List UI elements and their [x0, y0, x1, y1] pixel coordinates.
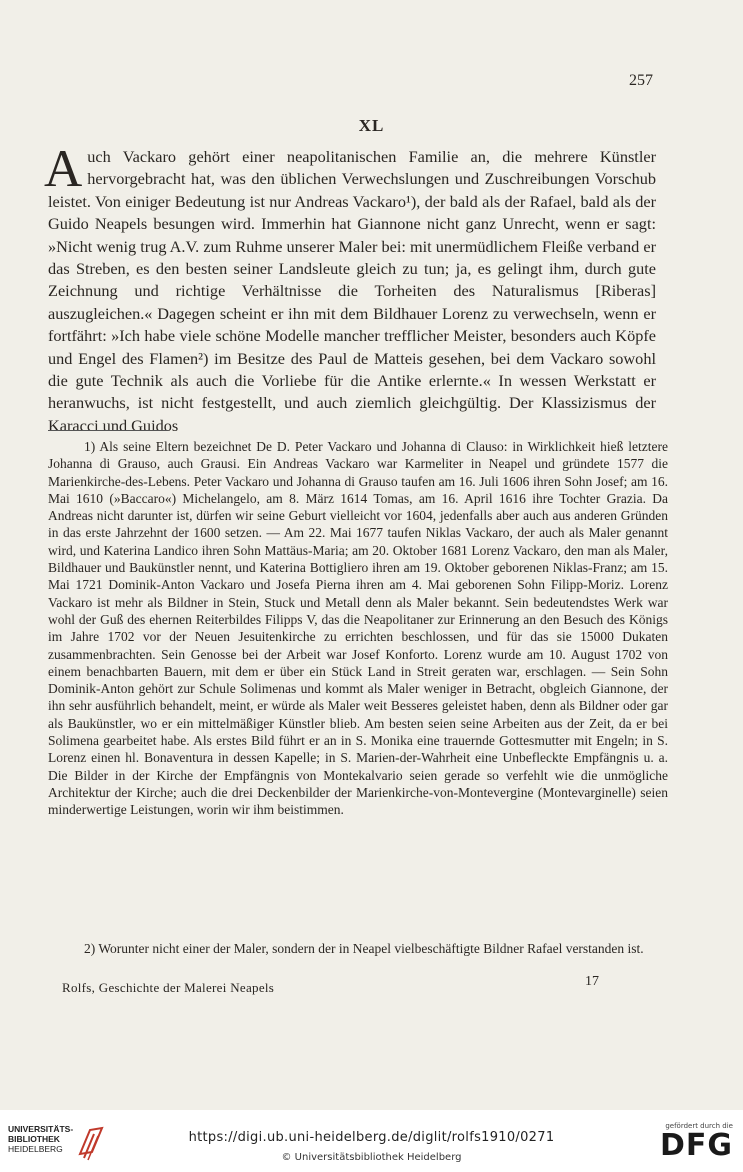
logo-line-3: HEIDELBERG: [8, 1144, 63, 1154]
logo-line-1: UNIVERSITÄTS-: [8, 1124, 74, 1134]
drop-cap: A: [44, 140, 83, 198]
running-footer: Rolfs, Geschichte der Malerei Neapels: [62, 980, 275, 995]
footnote-separator: [48, 430, 168, 431]
dfg-logo: DFG: [659, 1128, 733, 1163]
dfg-sponsor[interactable]: [647, 1122, 733, 1161]
page-number: 257: [629, 72, 653, 89]
footnote-2: 2) Worunter nicht einer der Maler, sondern der in Neapel vielbeschäftigte Bildner Rafael verstanden ist.: [84, 941, 644, 956]
sheet-signature: 17: [585, 974, 599, 989]
copyright-notice: © Universitätsbibliothek Heidelberg: [281, 1152, 462, 1163]
logo-line-2: BIBLIOTHEK: [8, 1134, 60, 1144]
footnote-1: 1) Als seine Eltern bezeichnet De D. Peter Vackaro und Johanna di Clauso: in Wirklichkeit hieß letztere Johanna di Grauso, auch Grausi. Ein Andreas Vackaro war Karmeliter in Neapel und gründete 1577 die Marienkirche-des-Lebens. Peter Vackaro und Johanna di Grauso taufen am 16. Juli 1606 ihren Sohn Josef; am 16. Mai 1610 (»Baccaro«) Michelangelo, am 8. März 1614 Tomas, am 16. April 1616 ihre Tochter Grazia. Da Andreas nicht darunter ist, dürfen wir seine Geburt vielleicht vor 1604, jedenfalls aber auch aus anderen Gründen in das erste Jahrzehnt der 1600 setzen. — Am 22. Mai 1677 taufen Niklas Vackaro, der auch als Maler genannt wird, und Katerina Landico ihren Sohn Mattäus-Maria; am 20. Oktober 1681 Lorenz Vackaro, den man als Maler, Bildhauer und Baukünstler nennt, und Katerina Bottigliero ihren am 19. Oktober geborenen Niklas-Franz; am 15. Mai 1721 Dominik-Anton Vackaro und Josefa Pierna ihren am 4. Mai geborenen Sohn Filipp-Moriz. Lorenz Vackaro ist mehr als Bildner in Stein, Stuck und Metall denn als Maler bekannt. Sein bedeutendstes Werk war wohl der Guß des ehernen Reiterbildes Filipps V, das die Neapolitaner zur Erinnerung an den Besuch des Königs im Jahre 1702 vor der Neuen Jesuitenkirche zu errichten beschlossen, und für das sie 15000 Dukaten zusammenbrachten. Sein Genosse bei der Arbeit war Josef Konforto. Lorenz wurde am 10. August 1702 von einem benachbarten Bauern, mit dem er über ein Stück Land in Streit geraten war, erschlagen. — Sein Sohn Dominik-Anton gehört zur Schule Solimenas und kommt als Maler weniger in Betracht, obgleich Giannone, der ihn sehr ausführlich behandelt, meint, er würde als Maler weit Besseres geleistet haben, denn als Bildner oder gar als Baukünstler, wo er ein mittelmäßiger Künstler blieb. Am besten seien seine Arbeiten aus der Zeit, da er bei Solimena gearbeitet habe. Als erstes Bild führt er an in S. Monika eine trauernde Gottesmutter mit Engeln; in S. Lorenz einen hl. Bonaventura in dessen Kapelle; in S. Marien-der-Wahrheit eine Unbefleckte Empfängnis u. a. Die Bilder in der Kirche der Empfängnis von Montekalvario seien gerade so verfehlt wie die unmögliche Architektur der Kirche; auch die drei Deckenbilder der Marienkirche-von-Montevergine (Montevarginelle) seien minderwertige Leistungen, worin wir ihm beistimmen.: [48, 439, 668, 818]
main-text: [44, 140, 656, 437]
chapter-heading: XL: [358, 116, 385, 135]
permalink-url[interactable]: https://digi.ub.uni-heidelberg.de/diglit/rolfs1910/0271: [188, 1130, 555, 1145]
dfg-note: gefördert durch die: [665, 1122, 733, 1130]
main-text-body: uch Vackaro gehört einer neapolitanischen Familie an, die mehrere Künstler hervorgebracht hat, was den üblichen Verwechslungen und Zuschreibungen Vorschub leistet. Von einiger Bedeutung ist nur Andreas Vackaro¹), der bald als der Rafael, bald als der Guido Neapels besungen wird. Immerhin hat Giannone nicht ganz Unrecht, wenn er sagt: »Nicht wenig trug A.V. zum Ruhme unserer Maler bei: mit unermüdlichem Fleiße verband er das Streben, es den besten seiner Landsleute gleich zu tun; ja, es gelingt ihm, durch gute Zeichnung und richtige Verhältnisse die Torheiten des Naturalismus [Riberas] auszugleichen.« Dagegen scheint er ihn mit dem Bildhauer Lorenz zu verwechseln, wenn er fortfährt: »Ich habe viele schöne Modelle mancher trefflicher Meister, besonders auch Köpfe und Engel des Flamen²) im Besitze des Paul de Matteis gesehen, bei dem Vackaro sowohl die gute Technik als auch die Vorliebe für die Antike erlernte.« In wessen Werkstatt er heranwuchs, ist nicht festgestellt, und auch ziemlich gleichgültig. Der Klassizismus der Karacci und Guidos: [48, 147, 656, 435]
